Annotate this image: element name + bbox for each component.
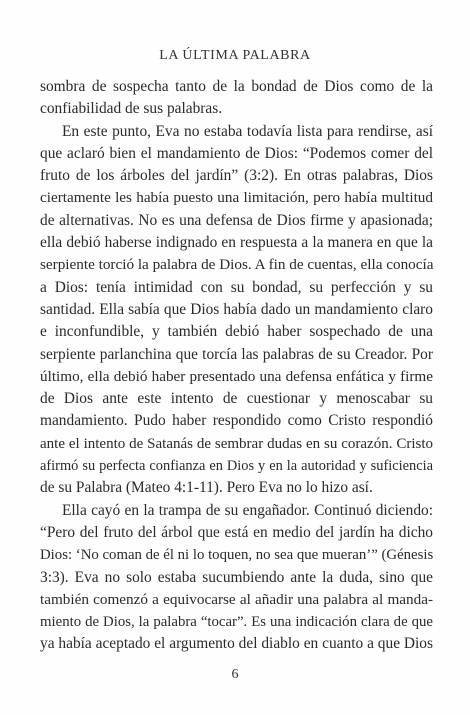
page-number: 6 <box>231 667 239 682</box>
text-line: a Dios: tenía intimidad con su bondad, su perfección y su <box>40 278 433 296</box>
text-line: serpiente parlanchina que torcía las palabras de su Creador. Por <box>40 345 433 363</box>
text-line: e inconfundible, y también debió haber sospechado de una <box>40 323 433 341</box>
text-line: miento de Dios, la palabra “tocar”. Es una indicación clara de que <box>40 614 433 631</box>
text-line: ante el intento de Satanás de sembrar dudas en su corazón. Cristo <box>40 435 433 452</box>
body-text <box>40 76 433 656</box>
text-line: Ella cayó en la trampa de su engañador. Continuó diciendo: <box>62 501 433 519</box>
text-line: ciertamente les había puesto una limitación, pero había multitud <box>40 189 433 207</box>
text-line: santidad. Ella sabía que Dios había dado un mandamiento claro <box>40 300 433 318</box>
text-line: 3:3). Eva no solo estaba sucumbiendo ante la duda, sino que <box>40 568 433 586</box>
text-line: de alternativas. No es una defensa de Dios firme y apasionada; <box>40 211 433 229</box>
text-line: En este punto, Eva no estaba todavía lista para rendirse, así <box>62 122 433 140</box>
text-line: de su Palabra (Mateo 4:1-11). Pero Eva no lo hizo así. <box>40 479 373 497</box>
text-line: también comenzó a equivocarse al añadir una palabra al manda- <box>40 590 433 608</box>
text-line: último, ella debió haber presentado una defensa enfática y firme <box>40 367 433 385</box>
text-line: fruto de los árboles del jardín” (3:2). En otras palabras, Dios <box>40 167 433 185</box>
text-line: serpiente torció la palabra de Dios. A fin de cuentas, ella conocía <box>40 256 434 274</box>
text-line: mandamiento. Pudo haber respondido como Cristo respondió <box>40 412 433 430</box>
text-line: “Pero del fruto del árbol que está en medio del jardín ha dicho <box>40 523 433 541</box>
text-line: confiabilidad de sus palabras. <box>40 100 223 118</box>
text-line: ella debió haberse indignado en respuesta a la manera en que la <box>40 234 433 252</box>
text-line: ya había aceptado el argumento del diablo en cuanto a que Dios <box>40 635 433 653</box>
text-line: afirmó su perfecta confianza en Dios y en la autoridad y suficiencia <box>40 458 433 475</box>
text-line: sombra de sospecha tanto de la bondad de Dios como de la <box>40 78 433 95</box>
text-line: Dios: ‘No coman de él ni lo toquen, no sea que mueran’” (Génesis <box>40 547 434 564</box>
text-line: que aclaró bien el mandamiento de Dios: “Podemos comer del <box>40 144 433 162</box>
text-line: de Dios ante este intento de cuestionar y menoscabar su <box>40 390 433 408</box>
running-head: LA ÚLTIMA PALABRA <box>159 48 311 63</box>
